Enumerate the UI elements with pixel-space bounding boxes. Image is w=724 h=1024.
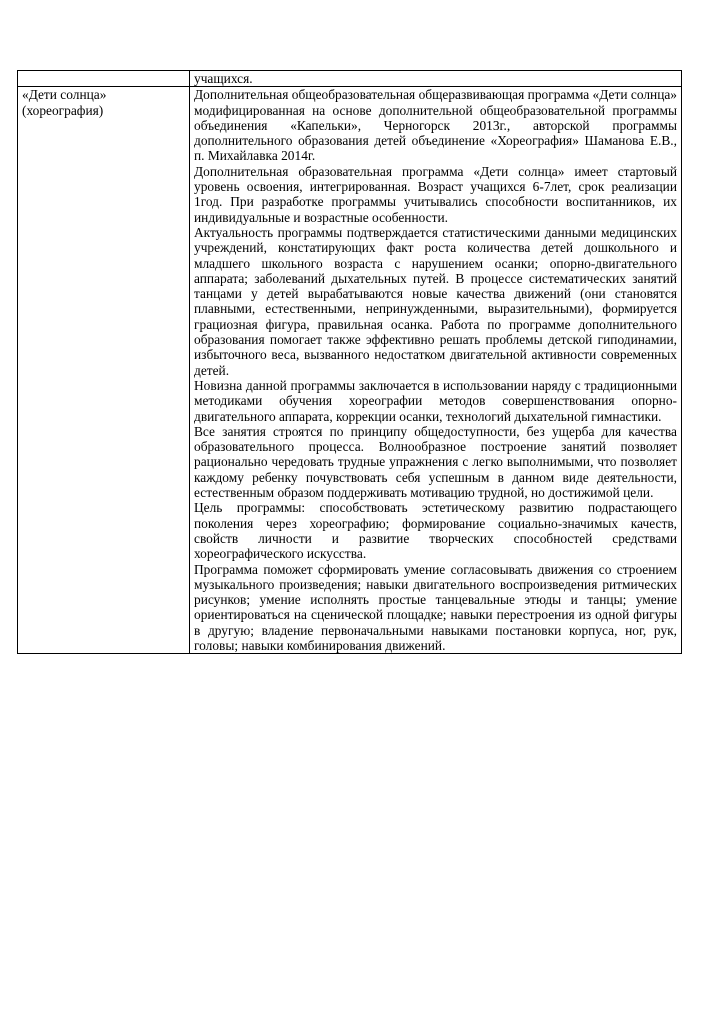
- description-paragraph: учащихся.: [194, 71, 253, 86]
- table-row: [18, 71, 682, 87]
- description-paragraph: Актуальность программы подтверждается статистическими данными медицинских учреждений, констатирующих факт роста количества детей дошкольного и младшего школьного возраста с нарушением осанки; опорно-двигательного аппарата; заболеваний дыхательных путей. В процессе систематических занятий танцами у детей вырабатываются новые качества движений (они становятся плавными, естественными, непринужденными, выразительными), формируется грациозная фигура, правильная осанка. Работа по программе дополнительного образования помогает также эффективно решать проблемы детской гиподинамии, избыточного веса, вызванного недостатком двигательной активности современных детей.: [194, 224, 677, 378]
- program-description-cell: [190, 87, 682, 654]
- description-paragraph: Программа поможет сформировать умение согласовывать движения со строением музыкального произведения; навыки двигательного воспроизведения ритмических рисунков; умение исполнять простые танцевальные этюды и танцы; умение ориентироваться на сценической площадке; навыки перестроения из одной фигуры в другую; владение первоначальными навыками постановки корпуса, ног, рук, головы; навыки комбинирования движений.: [194, 561, 677, 653]
- program-table: [17, 70, 682, 654]
- program-name-cell: [18, 87, 190, 654]
- table-row: [18, 87, 682, 654]
- description-paragraph: Все занятия строятся по принципу общедоступности, без ущерба для качества образовательного процесса. Волнообразное построение занятий позволяет рационально чередовать трудные упражнения с легко выполнимыми, что позволяет каждому ребенку почувствовать себя успешным в данном виде деятельности, естественным образом поддерживать мотивацию трудной, но достижимой цели.: [194, 423, 677, 501]
- program-name-cell: [18, 71, 190, 87]
- description-paragraph: Новизна данной программы заключается в использовании наряду с традиционными методиками обучения хореографии методов совершенствования опорно-двигательного аппарата, коррекции осанки, технологий дыхательной гимнастики.: [194, 377, 677, 424]
- program-subtitle: (хореография): [22, 102, 104, 118]
- description-paragraph: Цель программы: способствовать эстетическому развитию подрастающего поколения через хореографию; формирование социально-значимых качеств, свойств личности и развитие творческих способностей средствами хореографического искусства.: [194, 500, 677, 562]
- description-paragraph: Дополнительная образовательная программа «Дети солнца» имеет стартовый уровень освоения, интегрированная. Возраст учащихся 6-7лет, срок реализации 1год. При разработке программы учитывались способности воспитанников, их индивидуальные и возрастные особенности.: [194, 163, 677, 225]
- program-title: «Дети солнца»: [22, 87, 107, 103]
- description-paragraph: Дополнительная общеобразовательная общеразвивающая программа «Дети солнца» модифицированная на основе дополнительной общеобразовательной программы объединения «Капельки», Черногорск 2013г., авторской программы дополнительного образования детей объединение «Хореография» Шаманова Е.В., п. Михайлавка 2014г.: [194, 87, 677, 164]
- program-description-cell: [190, 71, 682, 87]
